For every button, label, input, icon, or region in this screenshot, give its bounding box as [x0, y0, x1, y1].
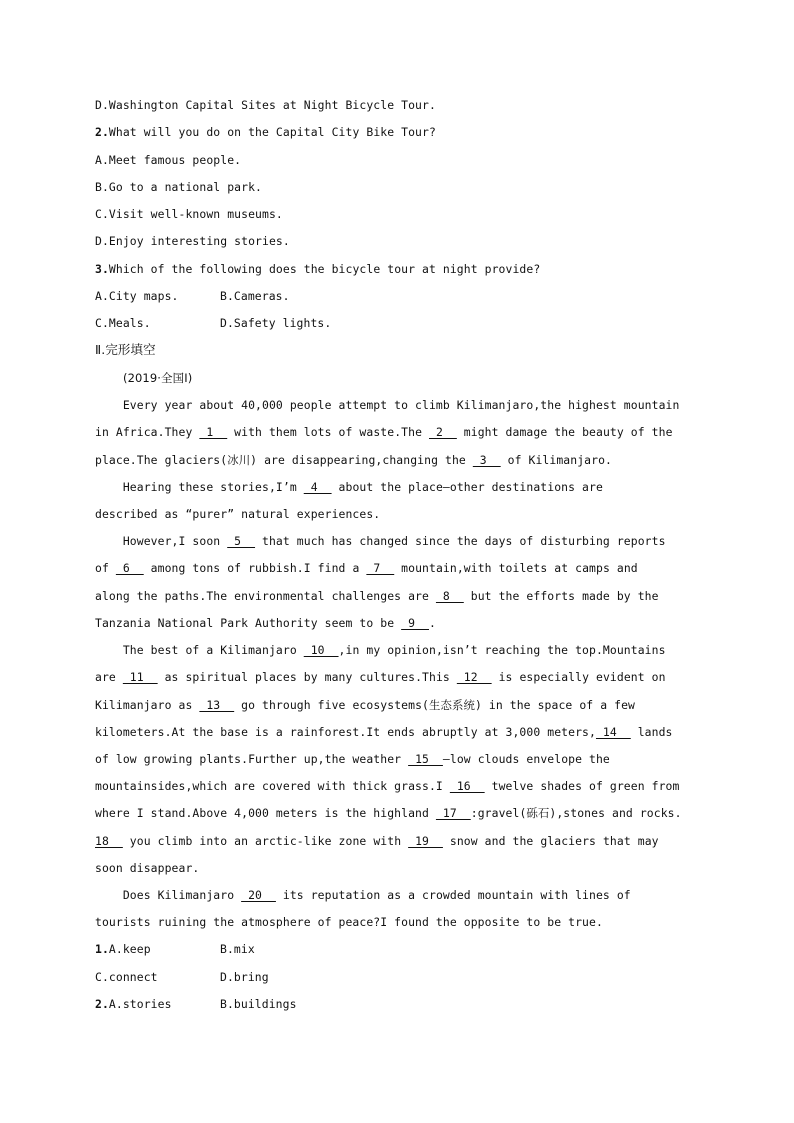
- passage-line: [95, 398, 679, 412]
- q2-number: 2.: [95, 125, 109, 139]
- passage-text: twelve shades of green from: [484, 779, 680, 793]
- passage-text: of low growing plants.Further up,the weather: [95, 752, 409, 766]
- answer-blank: 5: [227, 534, 256, 548]
- q3-number: 3.: [95, 262, 109, 276]
- passage-line: [95, 534, 666, 548]
- passage-text: described as “purer” natural experiences.: [95, 507, 381, 521]
- source-label: (2019·全国Ⅰ): [123, 371, 193, 385]
- passage-text: The best of a Kilimanjaro: [95, 643, 304, 657]
- answer-blank: 12: [456, 670, 492, 684]
- passage-text: Kilimanjaro as: [95, 698, 200, 712]
- passage-text: might damage the beauty of the: [456, 425, 673, 439]
- answer-option-d: D.bring: [220, 970, 269, 984]
- passage-text: ,in my opinion,isn’t reaching the top.Mountains: [338, 643, 666, 657]
- passage-text: go through five ecosystems(生态系统) in the space of a few: [234, 698, 635, 712]
- answer-blank: 7: [366, 561, 395, 575]
- passage-line: [95, 507, 380, 521]
- passage-line: [95, 589, 659, 603]
- q2-stem: [95, 125, 436, 139]
- answer-option-b: B.buildings: [220, 997, 297, 1011]
- answer-option-c: C.connect: [95, 970, 158, 984]
- answer-number: 1.: [95, 942, 109, 956]
- answer-blank: 16: [449, 779, 485, 793]
- answer-blank: 11: [122, 670, 158, 684]
- passage-text: .: [428, 616, 436, 630]
- passage-text: :gravel(砾石),stones and rocks.: [470, 806, 682, 820]
- passage-text: with them lots of waste.The: [227, 425, 429, 439]
- section-heading: Ⅱ.完形填空: [95, 342, 156, 357]
- passage-line: [95, 806, 682, 820]
- q3-option-c: C.Meals.: [95, 316, 151, 330]
- answer-blank: 4: [303, 480, 332, 494]
- passage-text: where I stand.Above 4,000 meters is the highland: [95, 806, 436, 820]
- answer-blank: 20: [241, 888, 276, 902]
- passage-text: —low clouds envelope the: [442, 752, 610, 766]
- answer-blank: 19: [408, 834, 443, 848]
- passage-text: kilometers.At the base is a rainforest.It ends abruptly at 3,000 meters,: [95, 725, 596, 739]
- passage-text: of: [95, 561, 116, 575]
- passage-line: [95, 834, 659, 848]
- passage-text: mountainsides,which are covered with thick grass.I: [95, 779, 450, 793]
- answer-blank: 1: [199, 425, 228, 439]
- answer-option-a: A.stories: [108, 997, 172, 1011]
- answer-option-a: A.keep: [108, 942, 151, 956]
- passage-text: mountain,with toilets at camps and: [394, 561, 638, 575]
- passage-text: soon disappear.: [95, 861, 200, 875]
- passage-line: [95, 643, 666, 657]
- passage-line: [95, 698, 635, 712]
- answer-blank: 13: [199, 698, 235, 712]
- passage-text: place.The glaciers(冰川) are disappearing,changing the: [95, 453, 473, 467]
- passage-text: Does Kilimanjaro: [95, 888, 242, 902]
- passage-line: [95, 561, 638, 575]
- answer-blank: 18: [95, 834, 123, 848]
- answer-blank: 8: [435, 589, 464, 603]
- passage-text: that much has changed since the days of disturbing reports: [255, 534, 666, 548]
- q2-stem-text: What will you do on the Capital City Bike Tour?: [108, 125, 436, 139]
- passage-text: its reputation as a crowded mountain with lines of: [275, 888, 631, 902]
- q2-option-b: B.Go to a national park.: [95, 180, 262, 194]
- q3-option-b: B.Cameras.: [220, 289, 290, 303]
- answer-blank: 6: [115, 561, 144, 575]
- passage-text: tourists ruining the atmosphere of peace?I found the opposite to be true.: [95, 915, 603, 929]
- answer-blank: 15: [408, 752, 443, 766]
- answer-blank: 3: [472, 453, 501, 467]
- passage-text: snow and the glaciers that may: [442, 834, 659, 848]
- passage-text: However,I soon: [95, 534, 228, 548]
- answer-blank: 14: [595, 725, 631, 739]
- passage-line: [95, 725, 673, 739]
- passage-line: [95, 779, 679, 793]
- q3-option-d: D.Safety lights.: [220, 316, 332, 330]
- passage-text: Hearing these stories,I’m: [95, 480, 304, 494]
- q3-stem: [95, 262, 540, 276]
- answer-blank: 2: [429, 425, 457, 439]
- passage-text: among tons of rubbish.I find a: [143, 561, 367, 575]
- passage-text: about the place—other destinations are: [331, 480, 603, 494]
- answer-option-b: B.mix: [220, 942, 255, 956]
- passage-text: Tanzania National Park Authority seem to be: [95, 616, 402, 630]
- answer-row-1: [95, 942, 151, 956]
- answer-blank: 10: [303, 643, 339, 657]
- answer-blank: 17: [435, 806, 471, 820]
- passage-text: is especially evident on: [491, 670, 666, 684]
- passage-line: [95, 480, 603, 494]
- passage-text: are: [95, 670, 123, 684]
- passage-text: in Africa.They: [95, 425, 200, 439]
- answer-row-2: [95, 997, 172, 1011]
- q1-option-d: D.Washington Capital Sites at Night Bicycle Tour.: [95, 98, 436, 112]
- passage-line: [95, 915, 603, 929]
- q2-option-c: C.Visit well-known museums.: [95, 207, 283, 221]
- answer-blank: 9: [401, 616, 429, 630]
- q3-option-a: A.City maps.: [95, 289, 179, 303]
- passage-line: [95, 453, 612, 467]
- passage-text: you climb into an arctic-like zone with: [122, 834, 409, 848]
- passage-line: [95, 752, 610, 766]
- q2-option-d: D.Enjoy interesting stories.: [95, 234, 290, 248]
- passage-text: but the efforts made by the: [463, 589, 659, 603]
- q3-stem-text: Which of the following does the bicycle tour at night provide?: [108, 262, 541, 276]
- passage-line: [95, 425, 673, 439]
- answer-number: 2.: [95, 997, 109, 1011]
- passage-text: of Kilimanjaro.: [500, 453, 612, 467]
- passage-text: Every year about 40,000 people attempt to climb Kilimanjaro,the highest mountain: [95, 398, 680, 412]
- passage-line: [95, 616, 436, 630]
- passage-text: as spiritual places by many cultures.This: [157, 670, 457, 684]
- passage-text: lands: [630, 725, 673, 739]
- q2-option-a: A.Meet famous people.: [95, 153, 242, 167]
- passage-line: [95, 888, 631, 902]
- passage-line: [95, 861, 199, 875]
- passage-text: along the paths.The environmental challenges are: [95, 589, 436, 603]
- passage-line: [95, 670, 666, 684]
